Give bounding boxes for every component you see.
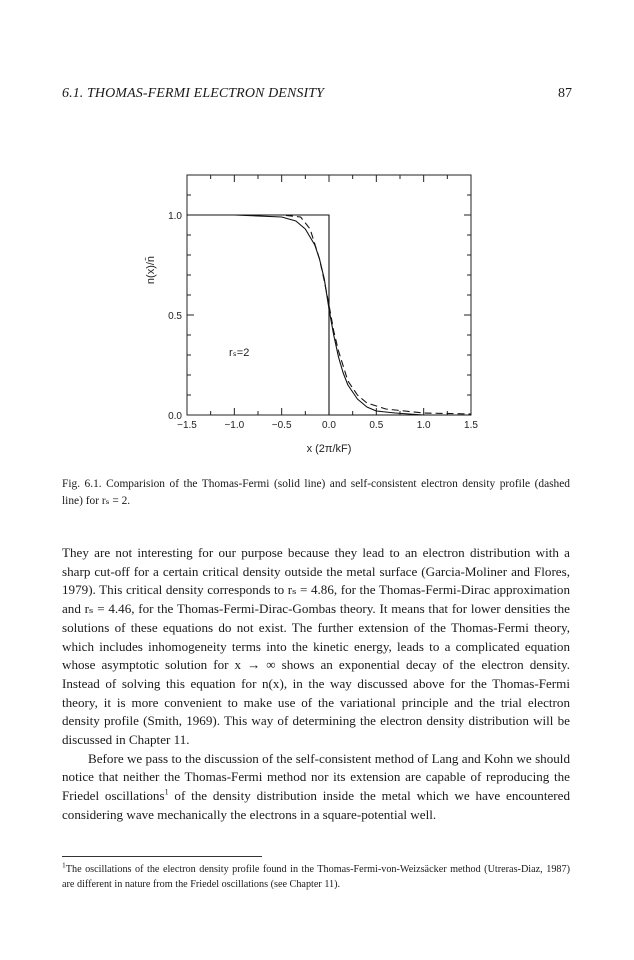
y-tick-label: 0.0 (168, 411, 182, 422)
footnote (62, 862, 570, 892)
footnote-reference: 1 (164, 787, 169, 797)
density-profile-figure (130, 160, 490, 460)
y-tick-label: 0.5 (168, 311, 182, 322)
paragraph-2-part-1: Before we pass to the discussion of the self-consistent method of Lang and Kohn we should notice that neither the Thomas-Fermi method nor its extension are capable of reproducing the Friedel oscillations (62, 750, 570, 804)
paragraph-1: They are not interesting for our purpose because they lead to an electron distribution with a sharp cut-off for a certain critical density outside the metal surface (Garcia-Moliner and Flores, 1979). This critical density corresponds to rₛ = 4.86, for the Thomas-Fermi-Dirac approximation and rₛ = 4.46, for the Thomas-Fermi-Dirac-Gombas theory. It means that for lower densities the solutions of these equations do not exist. The further extension of the Thomas-Fermi theory, which includes inhomogeneity terms into the kinetic energy, leads to a complicated equation whose asymptotic solution for x → ∞ shows an exponential decay of the electron density. Instead of solving this equation for n(x), in the way discussed above for the Thomas-Fermi theory, it is more convenient to make use of the variational principle and the trial electron density profile (Smith, 1969). This way of determining the electron density distribution will be discussed in Chapter 11. (62, 545, 570, 748)
running-header (62, 86, 572, 106)
footnote-text: The oscillations of the electron density profile found in the Thomas-Fermi-von-Weizsäcker method (Utreras-Diaz, 1987) are different in nature from the Friedel oscillations (see Chapter 11). (62, 864, 570, 890)
footnote-rule (62, 856, 262, 857)
y-tick-label: 1.0 (168, 211, 182, 222)
y-axis-label: n(x)/n̄ (145, 255, 157, 285)
body-text (62, 544, 570, 825)
x-tick-label: 1.5 (464, 420, 478, 431)
paragraph-2-part-2: of the density distribution inside the metal which we have encountered considering wave mechanically the electrons in a square-potential well. (62, 788, 570, 822)
x-tick-label: 1.0 (416, 420, 431, 431)
x-axis-label: x (2π/kF) (306, 443, 352, 455)
series (187, 215, 471, 415)
rs-annotation: rₛ=2 (229, 347, 250, 359)
x-tick-label: 0.5 (369, 420, 384, 431)
x-tick-label: −0.5 (271, 420, 292, 431)
tick-labels (168, 211, 478, 431)
page-number: 87 (558, 86, 572, 101)
section-title: 6.1. THOMAS-FERMI ELECTRON DENSITY (62, 86, 325, 101)
paragraph-2 (62, 750, 570, 825)
figure-caption: Fig. 6.1. Comparision of the Thomas-Fermi (solid line) and self-consistent electron density profile (dashed line) for rₛ = 2. (62, 478, 570, 507)
step-profile-line (187, 215, 471, 415)
x-tick-label: 0.0 (322, 420, 336, 431)
footnote-mark: 1 (62, 860, 66, 870)
x-tick-label: −1.5 (177, 420, 197, 431)
x-tick-label: −1.0 (224, 420, 245, 431)
